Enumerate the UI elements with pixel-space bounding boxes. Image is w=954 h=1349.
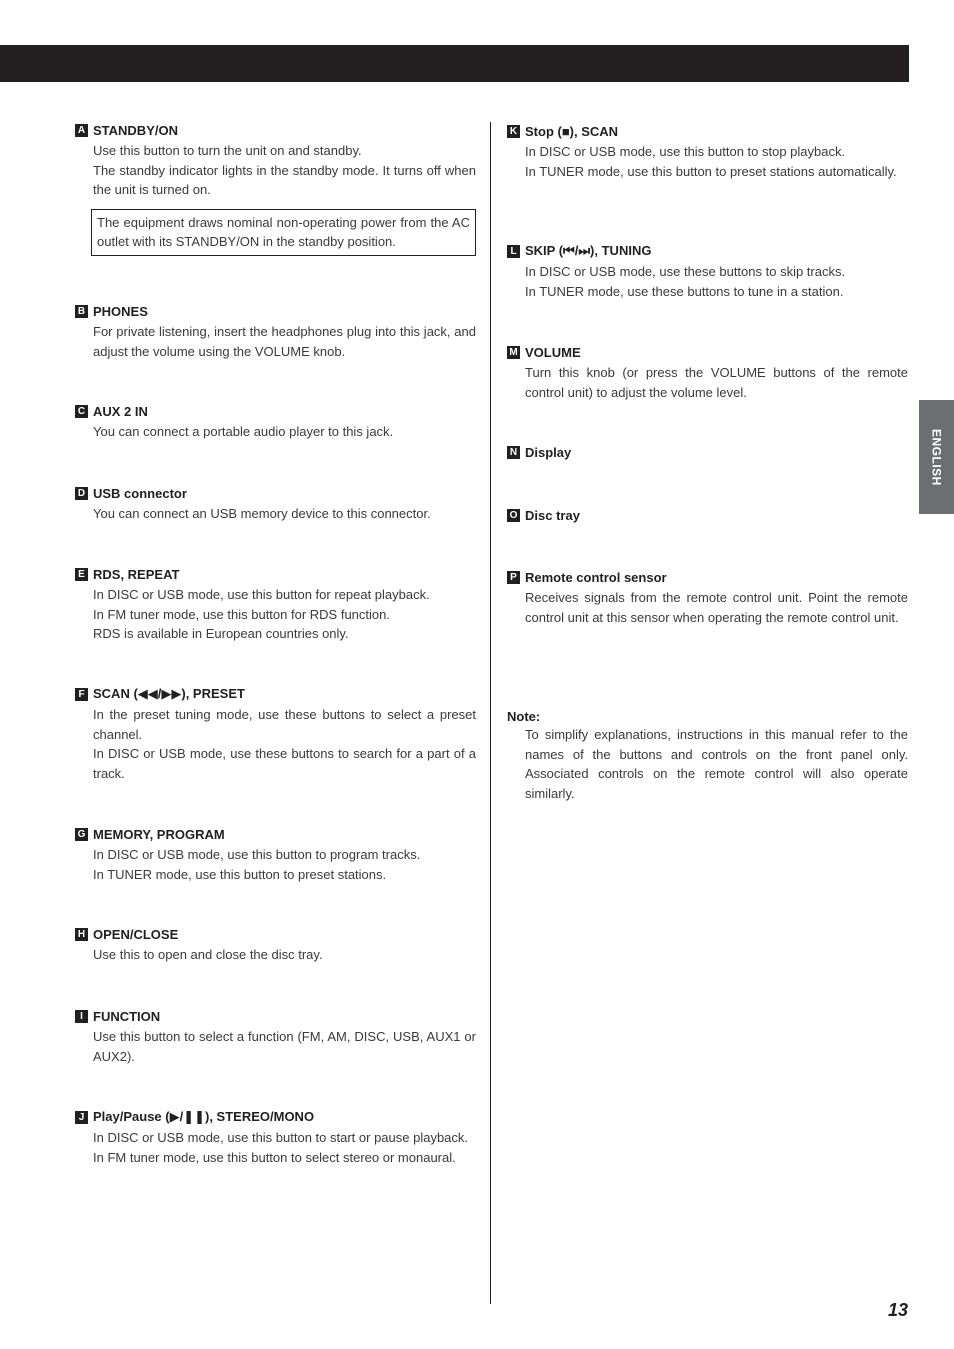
item-text: In DISC or USB mode, use these buttons to search for a part of a track. bbox=[93, 746, 476, 781]
item-letter: K bbox=[507, 125, 520, 138]
item-text: RDS is available in European countries only. bbox=[93, 626, 349, 641]
item-phones bbox=[75, 303, 476, 361]
item-title: Disc tray bbox=[525, 507, 580, 523]
item-text: In DISC or USB mode, use this button to stop playback. bbox=[525, 144, 846, 159]
item-title: SKIP (⏮/⏭), TUNING bbox=[525, 243, 652, 258]
item-letter: P bbox=[507, 571, 520, 584]
item-display bbox=[507, 444, 908, 460]
column-divider bbox=[490, 122, 491, 1304]
item-letter: D bbox=[75, 487, 88, 500]
item-title: USB connector bbox=[93, 485, 187, 501]
item-title: AUX 2 IN bbox=[93, 403, 148, 419]
item-rds-repeat bbox=[75, 566, 476, 644]
item-title: Display bbox=[525, 444, 572, 460]
item-text: You can connect an USB memory device to this connector. bbox=[93, 506, 431, 521]
item-letter: H bbox=[75, 928, 88, 941]
item-letter: A bbox=[75, 124, 88, 137]
item-text: You can connect a portable audio player to this jack. bbox=[93, 424, 394, 439]
item-letter: J bbox=[75, 1111, 88, 1124]
item-letter: F bbox=[75, 688, 88, 701]
item-text: In TUNER mode, use this button to preset stations automatically. bbox=[525, 163, 897, 179]
item-title: RDS, REPEAT bbox=[93, 566, 180, 582]
item-stop-scan bbox=[507, 123, 908, 181]
item-skip-tuning bbox=[507, 243, 908, 301]
language-tab-label: ENGLISH bbox=[929, 428, 944, 486]
item-text: For private listening, insert the headphones plug into this jack, and adjust the volume using the VOLUME knob. bbox=[93, 324, 476, 359]
item-volume bbox=[507, 344, 908, 402]
language-tab bbox=[919, 400, 954, 514]
item-text: Turn this knob (or press the VOLUME buttons of the remote control unit) to adjust the volume level. bbox=[525, 365, 908, 400]
item-play-pause bbox=[75, 1109, 476, 1167]
item-memory-program bbox=[75, 826, 476, 884]
item-text: In TUNER mode, use these buttons to tune in a station. bbox=[525, 283, 844, 299]
item-title: Remote control sensor bbox=[525, 569, 667, 585]
header-bar bbox=[0, 45, 909, 82]
note-section bbox=[507, 709, 908, 803]
item-letter: N bbox=[507, 446, 520, 459]
item-letter: G bbox=[75, 828, 88, 841]
item-text: Use this button to select a function (FM, AM, DISC, USB, AUX1 or AUX2). bbox=[93, 1029, 476, 1064]
item-title: SCAN (◀◀/▶▶), PRESET bbox=[93, 686, 245, 701]
note-text: To simplify explanations, instructions in this manual refer to the names of the buttons and controls on the front panel only. Associated controls on the remote control will also operate similarly. bbox=[525, 727, 908, 801]
item-text: Use this button to turn the unit on and standby. bbox=[93, 143, 362, 158]
item-letter: B bbox=[75, 305, 88, 318]
standby-power-notice: The equipment draws nominal non-operating power from the AC outlet with its STANDBY/ON in the standby position. bbox=[91, 209, 476, 256]
item-disc-tray bbox=[507, 507, 908, 523]
item-scan-preset bbox=[75, 686, 476, 783]
item-text: In FM tuner mode, use this button for RDS function. bbox=[93, 606, 390, 622]
page-number: 13 bbox=[887, 1300, 908, 1320]
item-title: Stop (■), SCAN bbox=[525, 123, 619, 139]
item-text: Receives signals from the remote control unit. Point the remote control unit at this sensor when operating the remote control unit. bbox=[525, 590, 908, 625]
item-title: MEMORY, PROGRAM bbox=[93, 826, 225, 842]
note-title: Note: bbox=[507, 709, 541, 724]
item-remote-sensor bbox=[507, 569, 908, 627]
item-title: OPEN/CLOSE bbox=[93, 926, 179, 942]
item-text: In DISC or USB mode, use this button for repeat playback. bbox=[93, 587, 430, 602]
item-title: Play/Pause (▶/❚❚), STEREO/MONO bbox=[93, 1109, 315, 1124]
item-text: In DISC or USB mode, use these buttons to skip tracks. bbox=[525, 264, 846, 279]
item-title: FUNCTION bbox=[93, 1008, 161, 1024]
item-aux2-in bbox=[75, 403, 476, 442]
item-letter: M bbox=[507, 346, 520, 359]
item-text: In FM tuner mode, use this button to select stereo or monaural. bbox=[93, 1149, 456, 1165]
item-title: VOLUME bbox=[525, 344, 581, 360]
item-text: In TUNER mode, use this button to preset stations. bbox=[93, 866, 387, 882]
item-title: STANDBY/ON bbox=[93, 122, 178, 138]
item-letter: I bbox=[75, 1010, 88, 1023]
item-letter: O bbox=[507, 509, 520, 522]
item-letter: E bbox=[75, 568, 88, 581]
item-text: The standby indicator lights in the standby mode. It turns off when the unit is turned on. bbox=[93, 162, 476, 197]
item-text: In DISC or USB mode, use this button to program tracks. bbox=[93, 847, 421, 862]
item-text: In DISC or USB mode, use this button to start or pause playback. bbox=[93, 1130, 469, 1145]
item-letter: C bbox=[75, 405, 88, 418]
item-usb-connector bbox=[75, 485, 476, 524]
item-function bbox=[75, 1008, 476, 1066]
item-letter: L bbox=[507, 245, 520, 258]
item-text: In the preset tuning mode, use these buttons to select a preset channel. bbox=[93, 707, 476, 742]
item-open-close bbox=[75, 926, 476, 965]
item-title: PHONES bbox=[93, 303, 148, 319]
item-text: Use this to open and close the disc tray. bbox=[93, 947, 323, 962]
item-standby-on bbox=[75, 122, 476, 256]
